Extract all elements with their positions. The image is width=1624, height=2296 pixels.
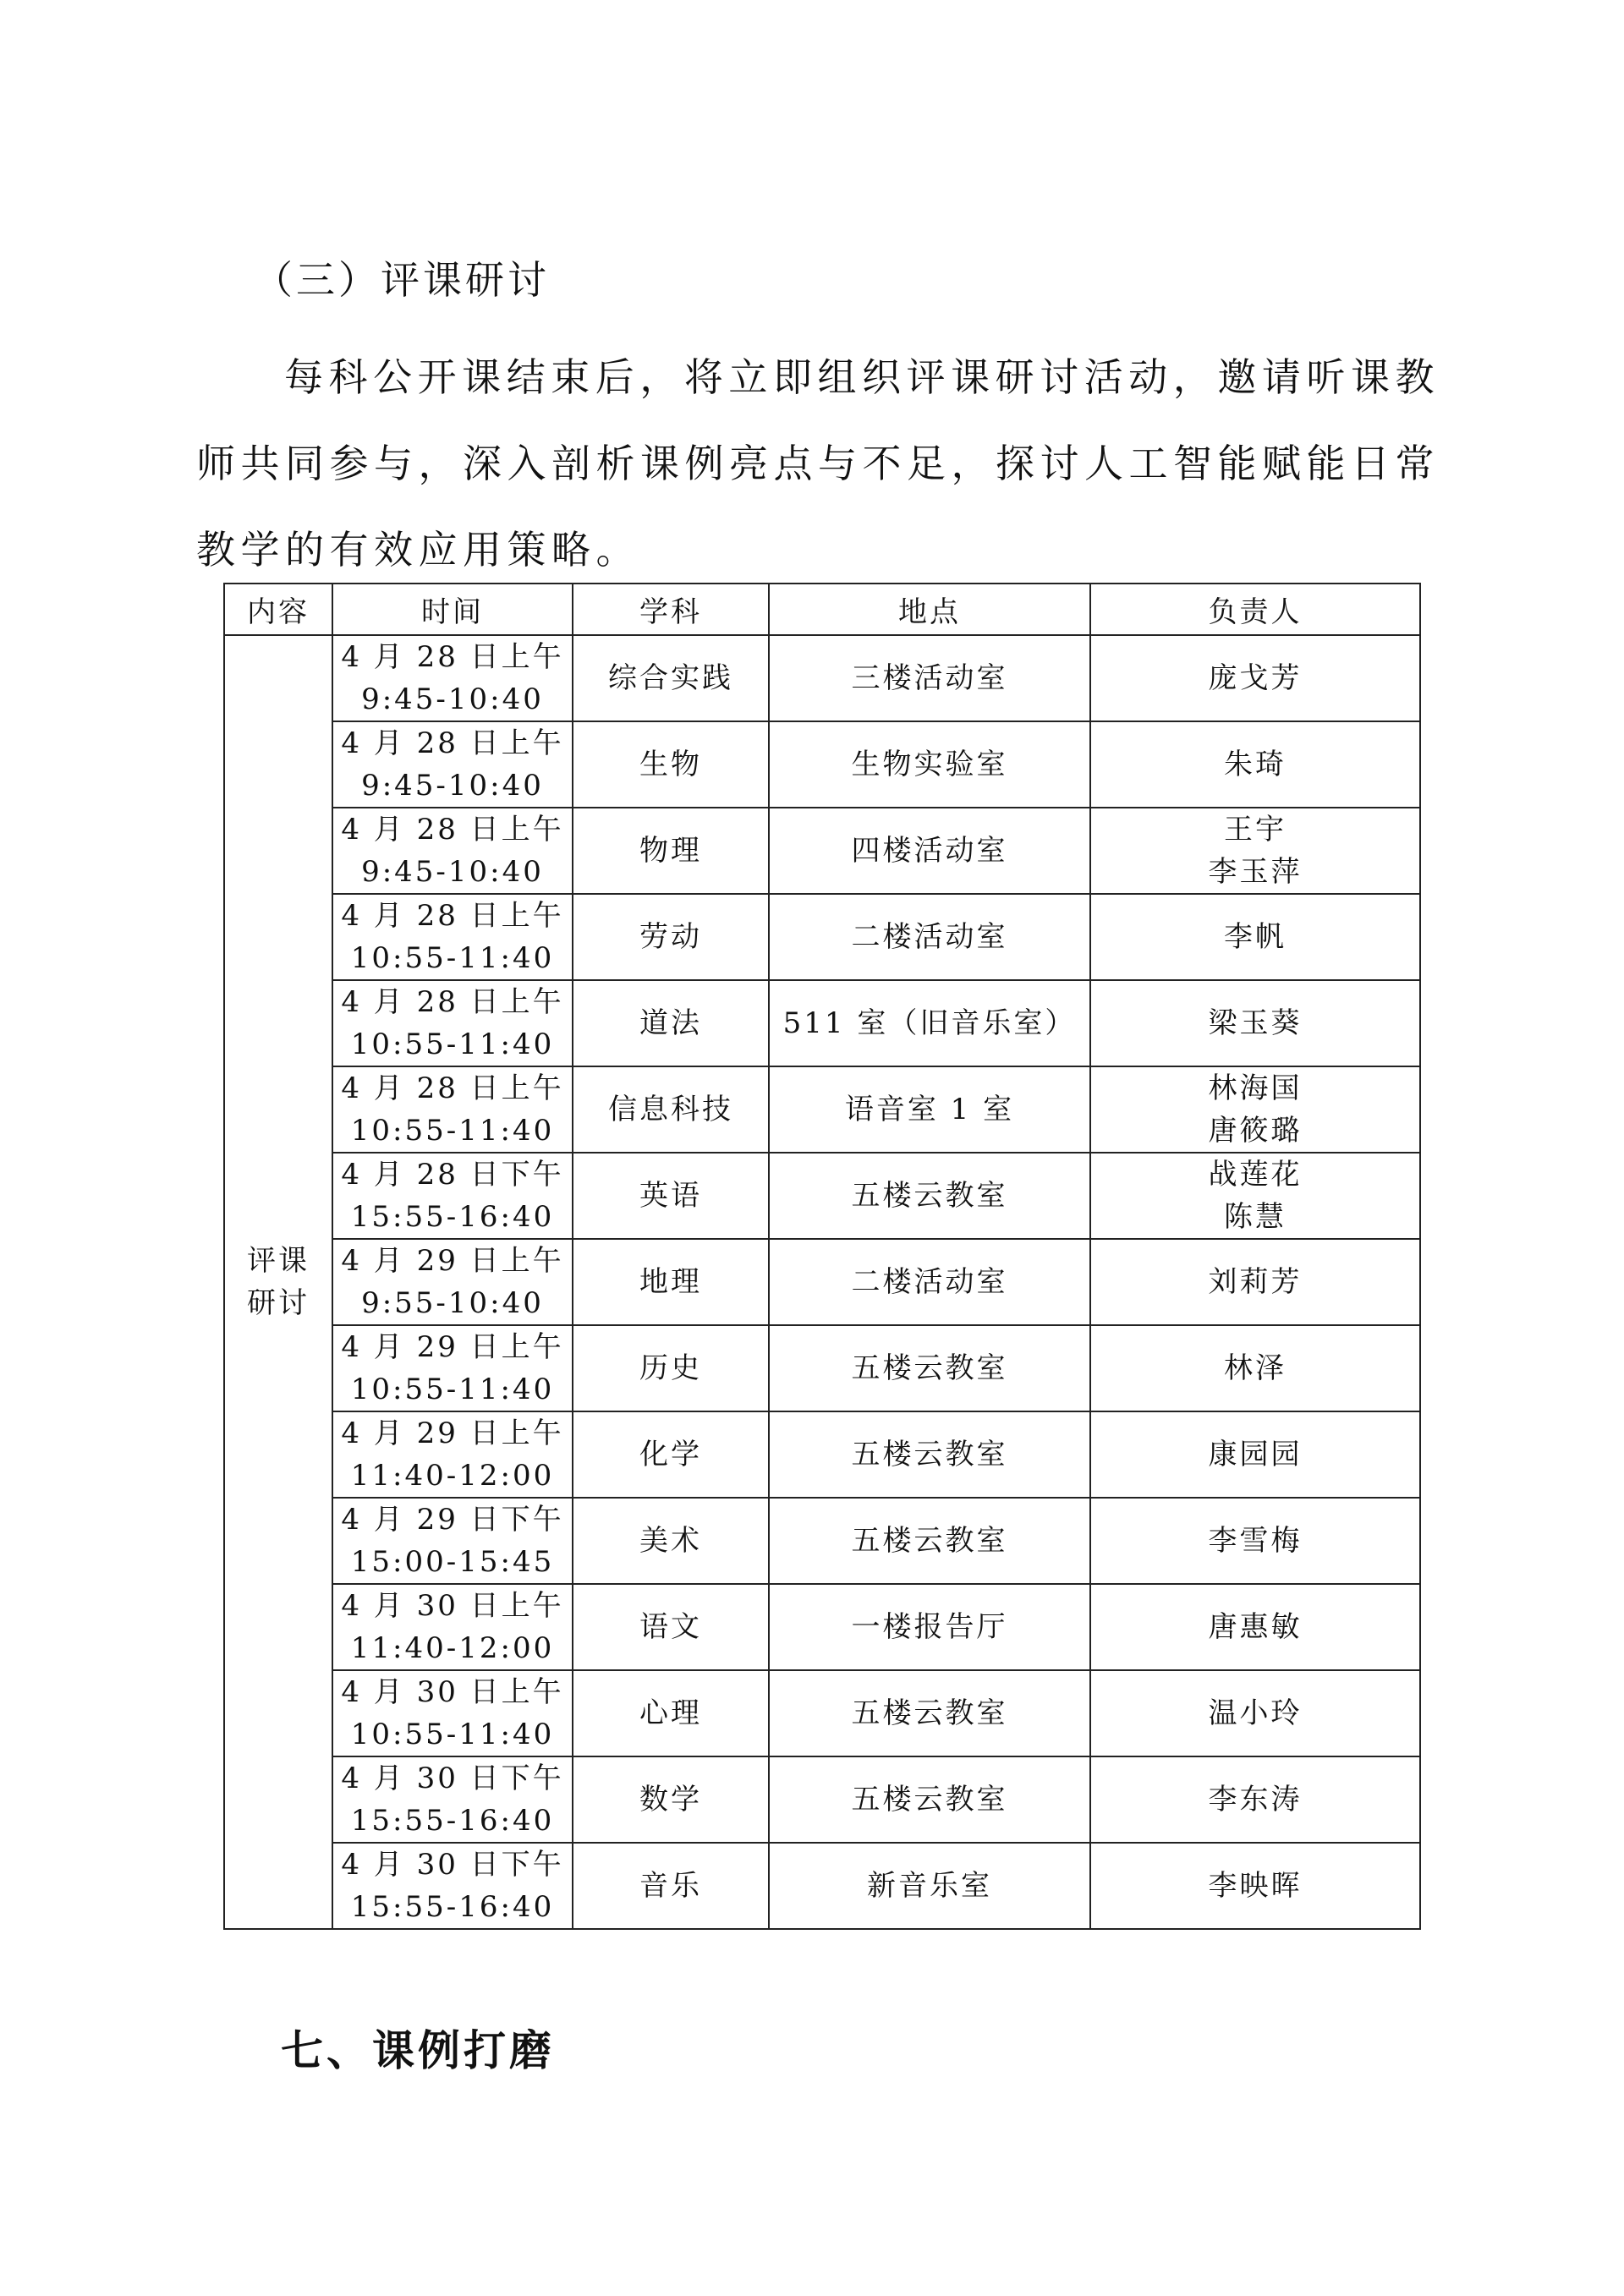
person-cell: [1090, 808, 1420, 894]
person-cell: [1090, 1670, 1420, 1756]
subject-cell: 数学: [573, 1756, 769, 1843]
subject-cell: 美术: [573, 1498, 769, 1584]
person-cell: [1090, 1239, 1420, 1325]
header-time: 时间: [332, 584, 573, 635]
table-row: [224, 635, 1420, 721]
date-text: 4 月 28 日上午: [341, 640, 564, 674]
time-cell: [332, 1066, 573, 1153]
location-cell: 二楼活动室: [769, 894, 1090, 980]
time-cell: [332, 1153, 573, 1239]
person-name: 梁玉葵: [1208, 1006, 1303, 1040]
date-text: 4 月 28 日上午: [341, 899, 564, 933]
time-cell: [332, 1843, 573, 1929]
subject-cell: 物理: [573, 808, 769, 894]
time-range-text: 9:55-10:40: [361, 1286, 544, 1320]
location-cell: 生物实验室: [769, 721, 1090, 808]
table-row: [224, 1411, 1420, 1498]
date-text: 4 月 30 日下午: [341, 1848, 564, 1882]
time-cell: [332, 721, 573, 808]
content-label: 评课: [247, 1244, 310, 1278]
time-range-text: 15:55-16:40: [350, 1890, 555, 1924]
subheading: （三）评课研讨: [254, 257, 550, 303]
person-name: 王宇: [1224, 813, 1287, 847]
table-row: [224, 1843, 1420, 1929]
time-cell: [332, 1239, 573, 1325]
date-text: 4 月 29 日上午: [341, 1330, 564, 1364]
time-range-text: 9:45-10:40: [361, 769, 544, 803]
location-cell: 五楼云教室: [769, 1670, 1090, 1756]
date-text: 4 月 28 日下午: [341, 1158, 564, 1192]
person-cell: [1090, 1066, 1420, 1153]
date-text: 4 月 29 日上午: [341, 1417, 564, 1450]
time-range-text: 10:55-11:40: [350, 1027, 555, 1061]
subject-cell: 化学: [573, 1411, 769, 1498]
table-row: [224, 1325, 1420, 1411]
table-header-row: [224, 584, 1420, 635]
person-name: 林泽: [1224, 1351, 1287, 1385]
person-name: 刘莉芳: [1208, 1265, 1303, 1299]
person-cell: [1090, 1325, 1420, 1411]
time-cell: [332, 980, 573, 1066]
content-cell: [224, 635, 332, 1929]
person-name: 李映晖: [1208, 1869, 1303, 1903]
person-name: 唐筱璐: [1208, 1114, 1303, 1148]
time-range-text: 10:55-11:40: [350, 1718, 555, 1751]
location-cell: 二楼活动室: [769, 1239, 1090, 1325]
person-name: 陈慧: [1224, 1200, 1287, 1234]
header-location: 地点: [769, 584, 1090, 635]
person-name: 庞戈芳: [1208, 661, 1303, 695]
header-subject: 学科: [573, 584, 769, 635]
person-cell: [1090, 1153, 1420, 1239]
person-cell: [1090, 1411, 1420, 1498]
location-cell: 五楼云教室: [769, 1411, 1090, 1498]
date-text: 4 月 28 日上午: [341, 985, 564, 1019]
time-cell: [332, 635, 573, 721]
date-text: 4 月 30 日上午: [341, 1675, 564, 1709]
person-name: 李雪梅: [1208, 1524, 1303, 1558]
table-row: [224, 1239, 1420, 1325]
table-body: [224, 635, 1420, 1929]
person-name: 温小玲: [1208, 1696, 1303, 1730]
body-paragraph: 每科公开课结束后，将立即组织评课研讨活动，邀请听课教师共同参与，深入剖析课例亮点与不足，探讨人工智能赋能日常教学的有效应用策略。: [196, 354, 1440, 573]
subject-cell: 英语: [573, 1153, 769, 1239]
time-cell: [332, 808, 573, 894]
time-range-text: 10:55-11:40: [350, 1373, 555, 1406]
table-row: [224, 980, 1420, 1066]
person-name: 李东涛: [1208, 1783, 1303, 1817]
subject-cell: 劳动: [573, 894, 769, 980]
person-cell: [1090, 894, 1420, 980]
table-row: [224, 1498, 1420, 1584]
time-range-text: 15:55-16:40: [350, 1200, 555, 1234]
time-range-text: 10:55-11:40: [350, 941, 555, 975]
person-name: 康园园: [1208, 1438, 1303, 1471]
table-row: [224, 1670, 1420, 1756]
date-text: 4 月 29 日下午: [341, 1503, 564, 1537]
time-cell: [332, 1670, 573, 1756]
section-heading: 七、课例打磨: [281, 2026, 555, 2075]
time-cell: [332, 1584, 573, 1670]
date-text: 4 月 30 日下午: [341, 1762, 564, 1795]
location-cell: 三楼活动室: [769, 635, 1090, 721]
location-cell: 五楼云教室: [769, 1153, 1090, 1239]
location-cell: 511 室（旧音乐室）: [769, 980, 1090, 1066]
time-cell: [332, 1411, 573, 1498]
subject-cell: 生物: [573, 721, 769, 808]
time-range-text: 11:40-12:00: [350, 1631, 555, 1665]
time-cell: [332, 1756, 573, 1843]
location-cell: 五楼云教室: [769, 1325, 1090, 1411]
header-content: 内容: [224, 584, 332, 635]
person-name: 林海国: [1208, 1071, 1303, 1105]
subject-cell: 心理: [573, 1670, 769, 1756]
time-range-text: 10:55-11:40: [350, 1114, 555, 1148]
person-cell: [1090, 1584, 1420, 1670]
person-cell: [1090, 1843, 1420, 1929]
time-cell: [332, 894, 573, 980]
time-range-text: 11:40-12:00: [350, 1459, 555, 1493]
table-row: [224, 1584, 1420, 1670]
table-row: [224, 1066, 1420, 1153]
person-cell: [1090, 721, 1420, 808]
subject-cell: 道法: [573, 980, 769, 1066]
table-row: [224, 1756, 1420, 1843]
time-cell: [332, 1325, 573, 1411]
location-cell: 四楼活动室: [769, 808, 1090, 894]
person-name: 战莲花: [1208, 1158, 1303, 1192]
table-row: [224, 721, 1420, 808]
person-cell: [1090, 1756, 1420, 1843]
subject-cell: 综合实践: [573, 635, 769, 721]
person-cell: [1090, 635, 1420, 721]
date-text: 4 月 28 日上午: [341, 813, 564, 847]
subject-cell: 语文: [573, 1584, 769, 1670]
subject-cell: 历史: [573, 1325, 769, 1411]
date-text: 4 月 30 日上午: [341, 1589, 564, 1623]
person-cell: [1090, 1498, 1420, 1584]
person-name: 李玉萍: [1208, 855, 1303, 889]
location-cell: 新音乐室: [769, 1843, 1090, 1929]
subject-cell: 地理: [573, 1239, 769, 1325]
person-cell: [1090, 980, 1420, 1066]
subject-cell: 信息科技: [573, 1066, 769, 1153]
table-row: [224, 1153, 1420, 1239]
schedule-table: [223, 583, 1421, 1930]
person-name: 朱琦: [1224, 748, 1287, 781]
subject-cell: 音乐: [573, 1843, 769, 1929]
time-range-text: 15:55-16:40: [350, 1804, 555, 1838]
person-name: 李帆: [1224, 920, 1287, 954]
location-cell: 一楼报告厅: [769, 1584, 1090, 1670]
table-row: [224, 894, 1420, 980]
location-cell: 语音室 1 室: [769, 1066, 1090, 1153]
time-range-text: 9:45-10:40: [361, 682, 544, 716]
table-row: [224, 808, 1420, 894]
time-cell: [332, 1498, 573, 1584]
content-label: 研讨: [247, 1286, 310, 1320]
date-text: 4 月 28 日上午: [341, 726, 564, 760]
location-cell: 五楼云教室: [769, 1498, 1090, 1584]
person-name: 唐惠敏: [1208, 1610, 1303, 1644]
location-cell: 五楼云教室: [769, 1756, 1090, 1843]
time-range-text: 15:00-15:45: [350, 1545, 555, 1579]
time-range-text: 9:45-10:40: [361, 855, 544, 889]
date-text: 4 月 28 日上午: [341, 1071, 564, 1105]
header-person: 负责人: [1090, 584, 1420, 635]
date-text: 4 月 29 日上午: [341, 1244, 564, 1278]
